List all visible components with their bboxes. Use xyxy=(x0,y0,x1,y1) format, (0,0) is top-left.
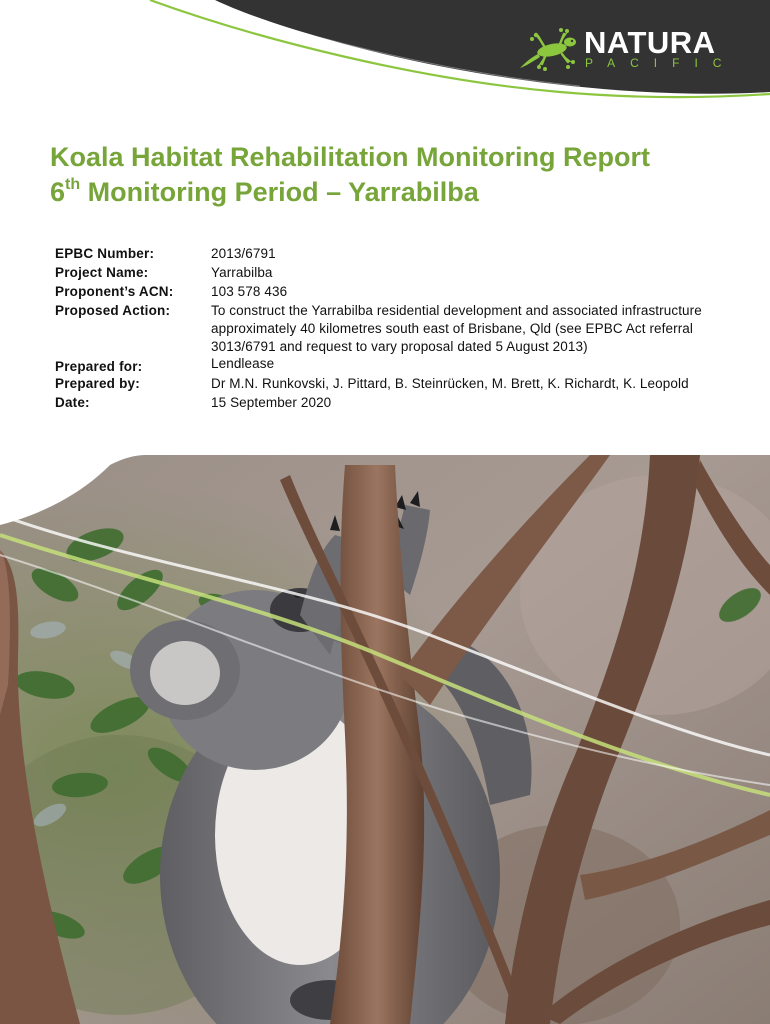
detail-value: Dr M.N. Runkovski, J. Pittard, B. Steinrücken, M. Brett, K. Richardt, K. Leopold xyxy=(211,376,689,391)
koala-photo xyxy=(0,455,770,1024)
detail-value-line-2: approximately 40 kilometres south east of Brisbane, Qld (see EPBC Act referral xyxy=(211,321,694,336)
detail-label: Prepared for: xyxy=(55,359,143,374)
detail-value-line-3: 3013/6791 and request to vary proposal dated 5 August 2013) xyxy=(211,339,588,354)
title-line-1: Koala Habitat Rehabilitation Monitoring Report xyxy=(50,142,650,172)
detail-value: 103 578 436 xyxy=(211,284,288,299)
detail-label: Project Name: xyxy=(55,265,149,280)
title-period-suffix: th xyxy=(65,176,81,193)
title-period-number: 6 xyxy=(50,177,66,207)
report-title xyxy=(50,140,750,210)
detail-value-line-1: To construct the Yarrabilba residential development and associated infrastructure xyxy=(211,303,702,318)
detail-value: Yarrabilba xyxy=(211,265,273,280)
detail-value: 2013/6791 xyxy=(211,246,276,261)
detail-label: Proponent’s ACN: xyxy=(55,284,174,299)
detail-value: 15 September 2020 xyxy=(211,395,332,410)
cover-photo-koala xyxy=(0,455,770,1024)
detail-label: Date: xyxy=(55,395,90,410)
logo-wordmark: NATURA xyxy=(584,25,716,60)
gecko-icon xyxy=(518,28,584,72)
detail-label: EPBC Number: xyxy=(55,246,155,261)
title-period-text: Monitoring Period – Yarrabilba xyxy=(80,177,479,207)
detail-label: Prepared by: xyxy=(55,376,140,391)
detail-label: Proposed Action: xyxy=(55,303,171,318)
natura-pacific-logo xyxy=(518,26,738,74)
title-line-2 xyxy=(50,175,750,210)
logo-subtitle: PACIFIC xyxy=(585,56,737,70)
detail-value: Lendlease xyxy=(211,356,275,371)
